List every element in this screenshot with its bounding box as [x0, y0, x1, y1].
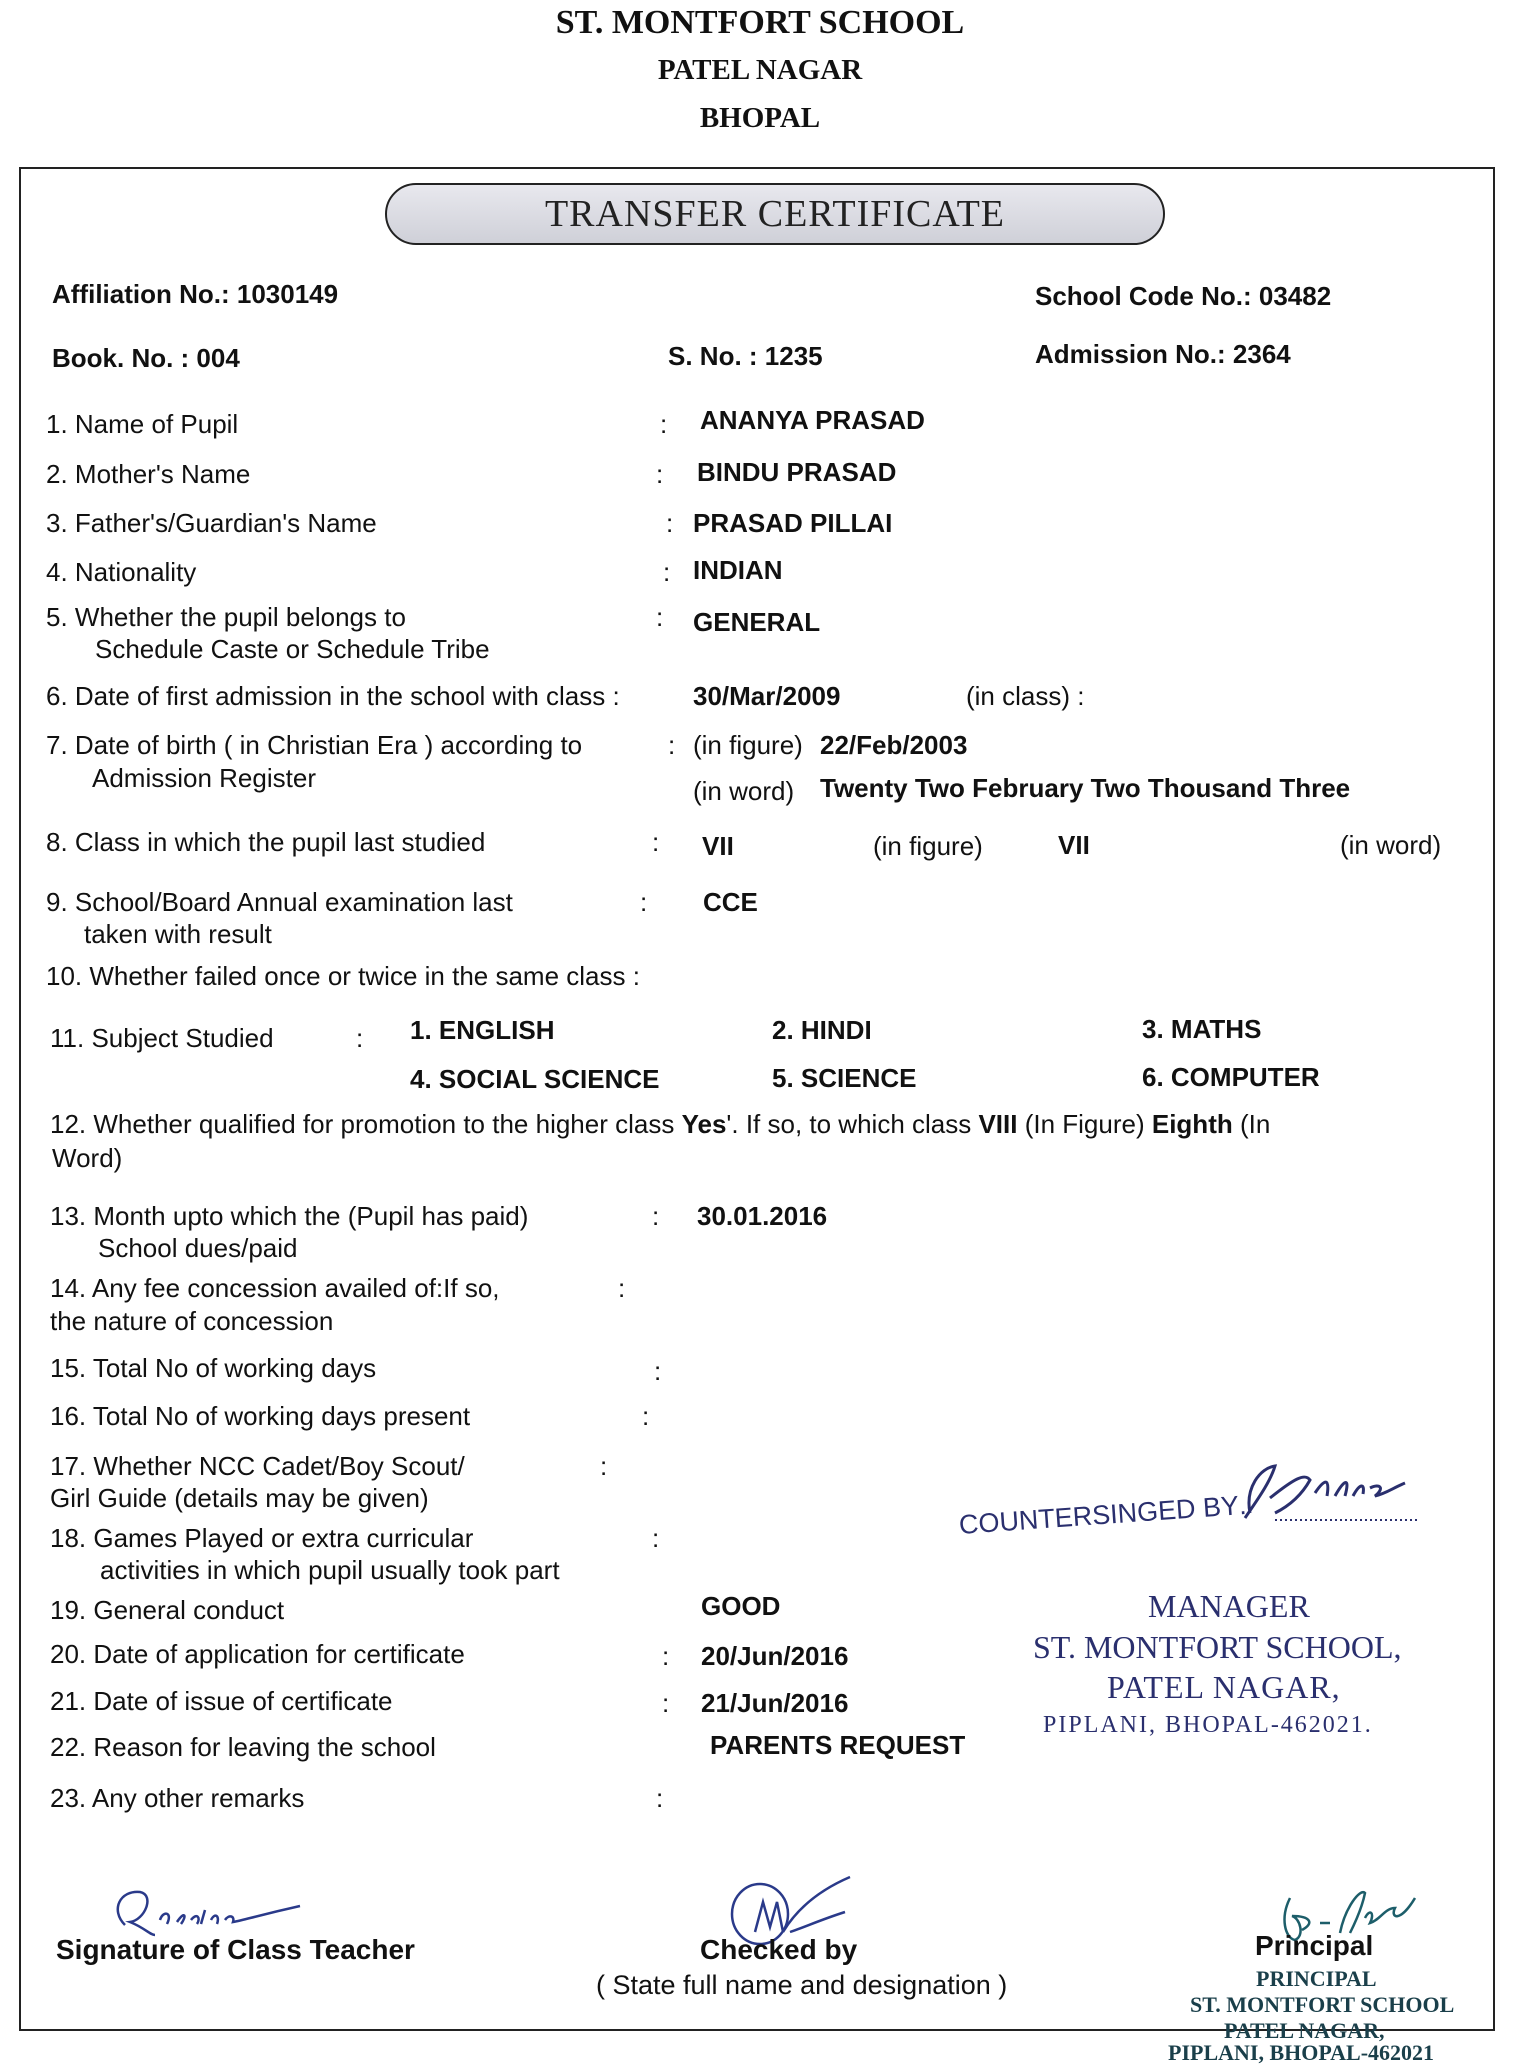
- field-label-19: 19. General conduct: [50, 1595, 285, 1625]
- subject-item: 2. HINDI: [772, 1015, 872, 1045]
- certificate-title: TRANSFER CERTIFICATE: [544, 193, 1006, 235]
- colon: :: [652, 1201, 660, 1231]
- colon: :: [662, 1688, 670, 1718]
- affiliation-no: Affiliation No.: 1030149: [52, 279, 339, 309]
- colon: :: [600, 1451, 608, 1481]
- caste-category: GENERAL: [693, 607, 821, 637]
- colon: :: [666, 508, 674, 538]
- promotion-word: Eighth: [1151, 1109, 1233, 1139]
- last-class-word: VII: [1058, 830, 1090, 860]
- field-label-16: 16. Total No of working days present: [50, 1401, 471, 1431]
- dob-inword: Twenty Two February Two Thousand Three: [820, 773, 1351, 803]
- colon: :: [652, 827, 660, 857]
- field-label-6: 6. Date of first admission in the school with class :: [46, 681, 620, 711]
- field-label-13: 13. Month upto which the (Pupil has paid): [50, 1201, 529, 1231]
- field-label-3: 3. Father's/Guardian's Name: [46, 508, 377, 538]
- serial-no: S. No. : 1235: [668, 341, 823, 371]
- principal-stamp-area: PATEL NAGAR,: [1224, 2018, 1385, 2043]
- field-label-14: 14. Any fee concession availed of:If so,: [50, 1273, 500, 1303]
- subject-item: 3. MATHS: [1142, 1014, 1262, 1044]
- field-label-4: 4. Nationality: [46, 557, 197, 587]
- dob-inword-label: (in word): [693, 776, 795, 806]
- field-label-18-cont: activities in which pupil usually took part: [100, 1555, 560, 1585]
- field-label-2: 2. Mother's Name: [46, 459, 251, 489]
- pupil-name: ANANYA PRASAD: [700, 405, 925, 435]
- colon: :: [656, 602, 664, 632]
- class-teacher-signature-label: Signature of Class Teacher: [56, 1934, 415, 1965]
- colon: :: [642, 1401, 650, 1431]
- subject-item: 4. SOCIAL SCIENCE: [410, 1064, 660, 1094]
- field-label-22: 22. Reason for leaving the school: [50, 1732, 436, 1762]
- field-label-21: 21. Date of issue of certificate: [50, 1686, 393, 1716]
- nationality: INDIAN: [693, 555, 783, 585]
- principal-label: Principal: [1255, 1930, 1374, 1961]
- dotted-line: .: [1237, 1489, 1249, 1521]
- stamp-area: PATEL NAGAR,: [1107, 1669, 1341, 1705]
- exam-result: CCE: [703, 887, 758, 917]
- field-label-20: 20. Date of application for certificate: [50, 1639, 465, 1669]
- book-no: Book. No. : 004: [52, 343, 240, 373]
- issue-date: 21/Jun/2016: [701, 1688, 849, 1718]
- leaving-reason: PARENTS REQUEST: [710, 1730, 966, 1760]
- in-word-label: (in word): [1340, 830, 1442, 860]
- stamp-school: ST. MONTFORT SCHOOL,: [1033, 1629, 1402, 1665]
- stamp-manager: MANAGER: [1148, 1588, 1310, 1624]
- in-figure-label: (in figure): [873, 831, 983, 861]
- school-city: BHOPAL: [699, 102, 821, 134]
- in-class-label: (in class) :: [966, 681, 1085, 711]
- dues-paid-upto: 30.01.2016: [697, 1201, 828, 1231]
- colon: :: [660, 409, 668, 439]
- application-date: 20/Jun/2016: [701, 1641, 849, 1671]
- field-label-5-cont: Schedule Caste or Schedule Tribe: [95, 634, 490, 664]
- field-label-12: [50, 1108, 1270, 1140]
- mother-name: BINDU PRASAD: [697, 457, 897, 487]
- first-admission-date: 30/Mar/2009: [693, 681, 841, 711]
- title-banner: [385, 183, 1165, 245]
- subject-item: 6. COMPUTER: [1142, 1062, 1320, 1092]
- colon: :: [668, 730, 676, 760]
- admission-no: Admission No.: 2364: [1035, 339, 1291, 369]
- field-label-12-cont: Word): [52, 1143, 123, 1173]
- field-label-5: 5. Whether the pupil belongs to: [46, 602, 406, 632]
- colon: :: [656, 459, 664, 489]
- field-label-13-cont: School dues/paid: [98, 1233, 298, 1263]
- school-area: PATEL NAGAR: [657, 54, 863, 86]
- field-label-18: 18. Games Played or extra curricular: [50, 1523, 474, 1553]
- field-label-7-cont: Admission Register: [92, 763, 316, 793]
- colon: :: [356, 1023, 364, 1053]
- colon: :: [640, 887, 648, 917]
- stamp-address: PIPLANI, BHOPAL-462021.: [1043, 1712, 1373, 1738]
- promotion-text-2: '. If so, to which class: [726, 1109, 979, 1139]
- field-label-8: 8. Class in which the pupil last studied: [46, 827, 486, 857]
- subject-item: 5. SCIENCE: [772, 1063, 917, 1093]
- general-conduct: GOOD: [701, 1591, 781, 1621]
- promotion-class: VIII: [978, 1109, 1018, 1139]
- manager-signature: [1215, 1458, 1435, 1538]
- colon: :: [618, 1273, 626, 1303]
- school-name: ST. MONTFORT SCHOOL: [555, 4, 965, 41]
- field-label-9: 9. School/Board Annual examination last: [46, 887, 513, 917]
- field-label-14-cont: the nature of concession: [50, 1306, 334, 1336]
- last-class-figure: VII: [702, 831, 734, 861]
- field-label-1: 1. Name of Pupil: [46, 409, 239, 439]
- father-name: PRASAD PILLAI: [693, 508, 893, 538]
- colon: :: [654, 1356, 662, 1386]
- colon: :: [652, 1523, 660, 1553]
- checked-by-note: ( State full name and designation ): [596, 1970, 1008, 2000]
- subject-item: 1. ENGLISH: [410, 1015, 555, 1045]
- field-label-17-cont: Girl Guide (details may be given): [50, 1483, 429, 1513]
- field-label-7: 7. Date of birth ( in Christian Era ) according to: [46, 730, 583, 760]
- field-label-15: 15. Total No of working days: [50, 1353, 377, 1383]
- school-code: School Code No.: 03482: [1035, 281, 1332, 311]
- checked-by-label: Checked by: [700, 1934, 858, 1965]
- field-label-9-cont: taken with result: [84, 919, 272, 949]
- promotion-text: 12. Whether qualified for promotion to the higher class: [50, 1109, 682, 1139]
- promotion-text-3: (In Figure): [1017, 1109, 1152, 1139]
- countersigned-label: COUNTERSINGED BY: [958, 1490, 1240, 1540]
- field-label-17: 17. Whether NCC Cadet/Boy Scout/: [50, 1451, 465, 1481]
- colon: :: [663, 557, 671, 587]
- colon: :: [656, 1783, 664, 1813]
- field-label-11: 11. Subject Studied: [50, 1023, 274, 1053]
- dob-infigure: 22/Feb/2003: [820, 730, 968, 760]
- principal-stamp-school: ST. MONTFORT SCHOOL: [1190, 1992, 1455, 2017]
- principal-stamp-address: PIPLANI, BHOPAL-462021: [1168, 2040, 1435, 2065]
- principal-stamp-title: PRINCIPAL: [1256, 1966, 1377, 1991]
- field-label-10: 10. Whether failed once or twice in the same class :: [46, 961, 640, 991]
- field-label-23: 23. Any other remarks: [50, 1783, 305, 1813]
- promotion-text-4: (In: [1232, 1109, 1271, 1139]
- promotion-yes: Yes: [681, 1109, 727, 1139]
- colon: :: [662, 1641, 670, 1671]
- dob-infigure-label: (in figure): [693, 730, 803, 760]
